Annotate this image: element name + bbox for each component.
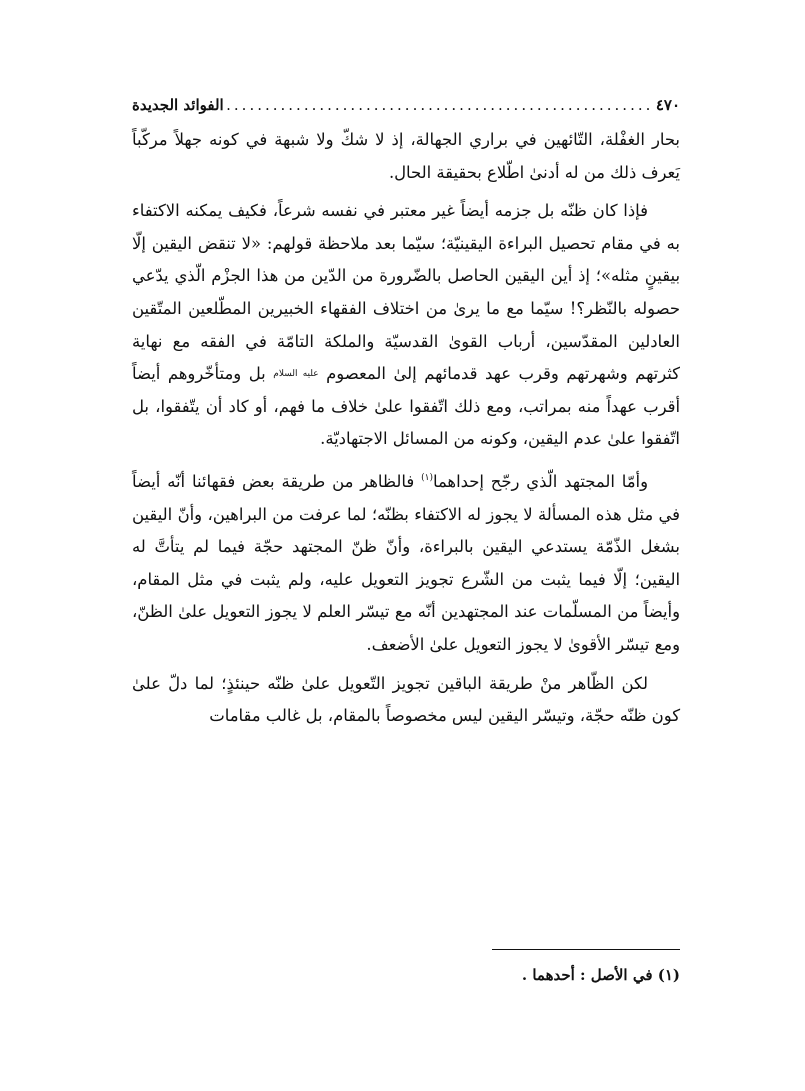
paragraph-2-part-1: فإذا كان ظنّه بل جزمه أيضاً غير معتبر في نفسه شرعاً، فكيف يمكنه الاكتفاء به في مقام تحصيل البراءة اليقينيّة؛ سيّما بعد ملاحظة قولهم: «لا تنقض اليقين إلّا بيقينٍ مثله»؛ إذ أين اليقين الحاصل بالضّرورة من الدّين من هذا الجزْم الّذي يدّعي حصوله بالنّظر؟! سيّما مع ما يرىٰ من اختلاف الفقهاء الخبيرين المطّلعين المتّقين العادلين المقدّسين، أرباب القوىٰ القدسيّة والملكة التامّة في الفقه مع نهاية كثرتهم وشهرتهم وقرب عهد قدمائهم إلىٰ المعصوم xyxy=(132,201,680,384)
paragraph-3-part-1: وأمّا المجتهد الّذي رجّح إحداهما xyxy=(432,471,648,491)
footnote-separator xyxy=(492,949,680,950)
footnote-marker: (١) xyxy=(421,472,433,483)
main-text xyxy=(132,124,680,733)
page-number: ٤٧٠ xyxy=(655,96,680,114)
header-leader-dots: ....................................................... xyxy=(226,96,654,114)
paragraph-2-part-2: بل ومتأخّروهم أيضاً أقرب عهداً منه بمراتب، ومع ذلك اتّفقوا علىٰ خلاف ما فهم، أو كاد أن يتّفقوا، بل اتّفقوا علىٰ عدم اليقين، وكونه من المسائل الاجتهاديّة. xyxy=(132,364,680,449)
running-header xyxy=(132,92,680,118)
paragraph-3 xyxy=(132,462,680,662)
book-title: الفوائد الجديدة xyxy=(132,96,224,114)
paragraph-1: بحار الغفْلة، التّائهين في براري الجهالة، إذ لا شكّ ولا شبهة في كونه جهلاً مركّباً يَعرف ذلك من له أدنىٰ اطّلاع بحقيقة الحال. xyxy=(132,130,680,182)
paragraph-4: لكن الظّاهر منْ طريقة الباقين تجويز التّعويل علىٰ ظنّه حينئذٍ؛ لما دلّ علىٰ كون ظنّه حجّة، وتيسّر اليقين ليس مخصوصاً بالمقام، بل غالب مقامات xyxy=(132,673,680,726)
honorific-phrase: عليه السلام xyxy=(273,369,319,380)
paragraph-2 xyxy=(132,195,680,456)
footnote: (١) في الأصل : أحدهما . xyxy=(521,966,680,984)
paragraph-3-part-2: فالظاهر من طريقة بعض فقهائنا أنّه أيضاً في مثل هذه المسألة لا يجوز له الاكتفاء بظنّه؛ لما عرفت من البراهين، وأنّ اليقين بشغل الذّمّة يستدعي اليقين بالبراءة، وأنّ ظنّ المجتهد حجّة فيما لم يتأتَّ له اليقين؛ إلّا فيما يثبت من الشّرع تجويز التعويل عليه، ولم يثبت في مثل المقام، وأيضاً من المسلّمات عند المجتهدين أنّه مع تيسّر العلم لا يجوز التعويل علىٰ الظنّ، ومع تيسّر الأقوىٰ لا يجوز التعويل علىٰ الأضعف. xyxy=(132,471,680,654)
